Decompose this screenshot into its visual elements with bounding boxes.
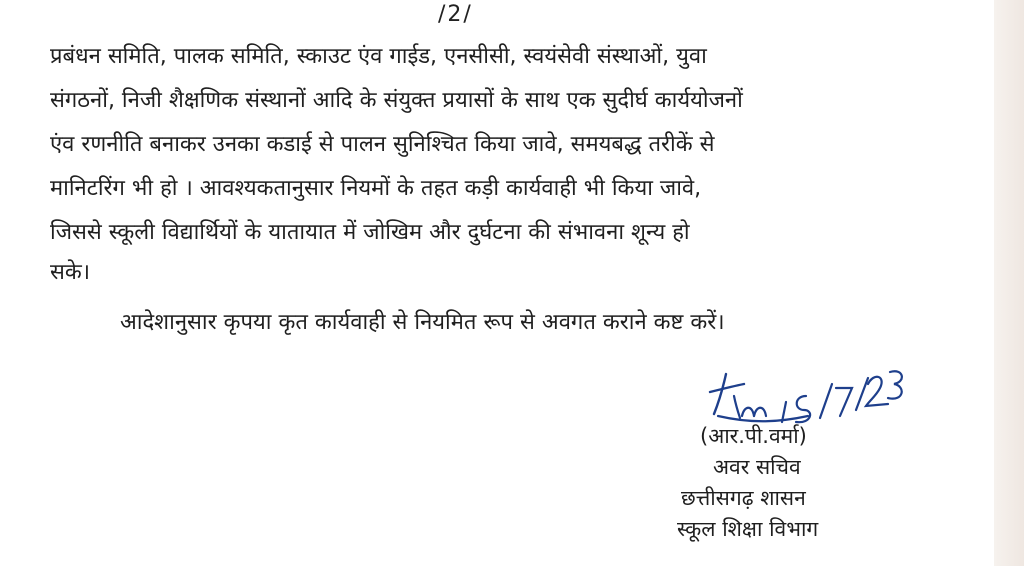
- signatory-department: स्कूल शिक्षा विभाग: [677, 517, 819, 541]
- closing-line: आदेशानुसार कृपया कृत कार्यवाही से नियमित रूप से अवगत कराने कष्ट करें।: [120, 310, 725, 335]
- body-line-6: सके।: [50, 260, 91, 285]
- signatory-name: (आर.पी.वर्मा): [700, 424, 807, 448]
- signatory-government: छत्तीसगढ़ शासन: [681, 486, 806, 510]
- body-line-3: एंव रणनीति बनाकर उनका कडाई से पालन सुनिश्चित किया जावे, समयबद्ध तरीकें से: [50, 132, 715, 157]
- body-line-4: मानिटरिंग भी हो । आवश्यकतानुसार नियमों के तहत कड़ी कार्यवाही भी किया जावे,: [50, 176, 702, 201]
- body-line-1: प्रबंधन समिति, पालक समिति, स्काउट एंव गाईड, एनसीसी, स्वयंसेवी संस्थाओं, युवा: [50, 44, 707, 69]
- signatory-designation: अवर सचिव: [713, 455, 801, 479]
- body-line-5: जिससे स्कूली विद्यार्थियों के यातायात में जोखिम और दुर्घटना की संभावना शून्य हो: [50, 220, 690, 245]
- paper-edge: [994, 0, 1024, 566]
- page-number: /2/: [438, 2, 473, 27]
- body-line-2: संगठनों, निजी शैक्षणिक संस्थानों आदि के संयुक्त प्रयासों के साथ एक सुदीर्घ कार्ययोजनों: [50, 88, 743, 113]
